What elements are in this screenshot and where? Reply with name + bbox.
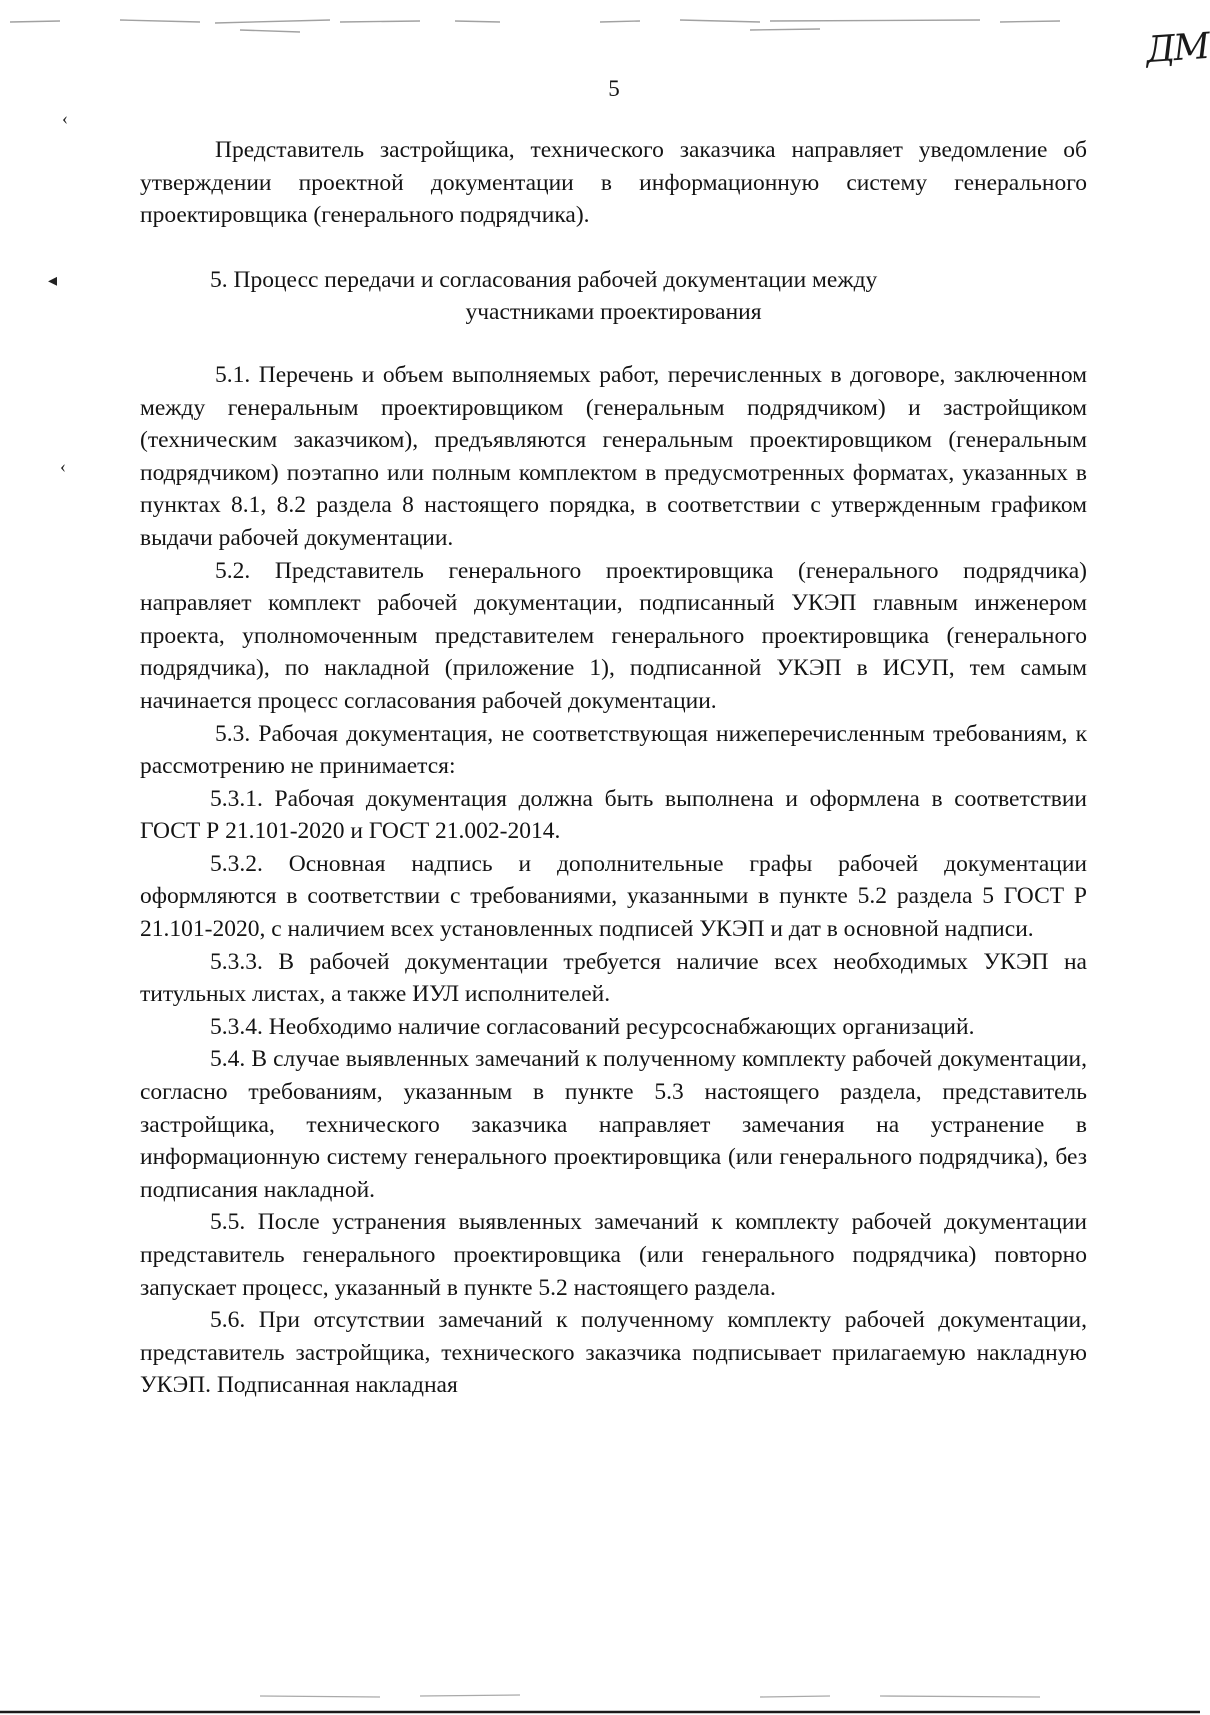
intro-paragraph: Представитель застройщика, технического заказчика направляет уведомление об утверждении проектной документации в информационную систему генерального проектировщика (генерального подрядчика). (140, 137, 1087, 229)
punch-mark-1: ‹ (62, 108, 68, 128)
punch-mark-2: ◂ (48, 270, 58, 290)
paragraph-5-3-2: 5.3.2. Основная надпись и дополнительные графы рабочей документации оформляются в соответствии с требованиями, указанными в пункте 5.2 раздела 5 ГОСТ Р 21.101-2020, с наличием всех установленных подписей УКЭП и дат в основной надписи. (140, 850, 1087, 943)
paragraph-5-3-3: 5.3.3. В рабочей документации требуется наличие всех необходимых УКЭП на титульных листах, а также ИУЛ исполнителей. (140, 948, 1087, 1008)
paragraph-5-2: 5.2. Представитель генерального проектировщика (генерального подрядчика) направляет комплект рабочей документации, подписанный УКЭП главным инженером проекта, уполномоченным представителем генерального проектировщика (генерального подрядчика), по накладной (приложение 1), подписанной УКЭП в ИСУП, тем самым начинается процесс согласования рабочей документации. (140, 557, 1087, 714)
handwritten-initials: ДМ (1144, 25, 1210, 72)
paragraph-5-1: 5.1. Перечень и объем выполняемых работ, перечисленных в договоре, заключенном между генеральным проектировщиком (генеральным подрядчиком) и застройщиком (техническим заказчиком), предъявляются генеральным проектировщиком (генеральным подрядчиком) поэтапно или полным комплектом в предусмотренных форматах, указанных в пунктах 8.1, 8.2 раздела 8 настоящего порядка, в соответствии с утвержденным графиком выдачи рабочей документации. (140, 361, 1087, 551)
section-title-line2: участниками проектирования (465, 299, 762, 326)
section-title-line1: 5. Процесс передачи и согласования рабочей документации между (210, 266, 878, 293)
paragraph-5-4: 5.4. В случае выявленных замечаний к полученному комплекту рабочей документации, согласно требованиям, указанным в пункте 5.3 настоящего раздела, представитель застройщика, технического заказчика направляет замечания на устранение в информационную систему генерального проектировщика (или генерального подрядчика), без подписания накладной. (140, 1046, 1087, 1203)
paragraph-5-3-1: 5.3.1. Рабочая документация должна быть выполнена и оформлена в соответствии ГОСТ Р 21.101-2020 и ГОСТ 21.002-2014. (140, 785, 1087, 845)
paragraph-5-3: 5.3. Рабочая документация, не соответствующая нижеперечисленным требованиям, к рассмотрению не принимается: (140, 720, 1087, 780)
paragraph-5-6: 5.6. При отсутствии замечаний к полученному комплекту рабочей документации, представитель застройщика, технического заказчика подписывает прилагаемую накладную УКЭП. Подписанная накладная (140, 1307, 1087, 1399)
punch-mark-3: ‹ (60, 456, 66, 476)
scan-noise-bottom (0, 1688, 1200, 1715)
paragraph-5-3-4: 5.3.4. Необходимо наличие согласований ресурсоснабжающих организаций. (210, 1013, 975, 1040)
page-number: 5 (608, 76, 620, 101)
section-heading (140, 264, 1087, 329)
scan-noise-top (0, 8, 1200, 38)
document-body (140, 134, 1087, 1402)
paragraph-5-5: 5.5. После устранения выявленных замечаний к комплекту рабочей документации представитель генерального проектировщика (или генерального подрядчика) повторно запускает процесс, указанный в пункте 5.2 настоящего раздела. (140, 1209, 1087, 1301)
